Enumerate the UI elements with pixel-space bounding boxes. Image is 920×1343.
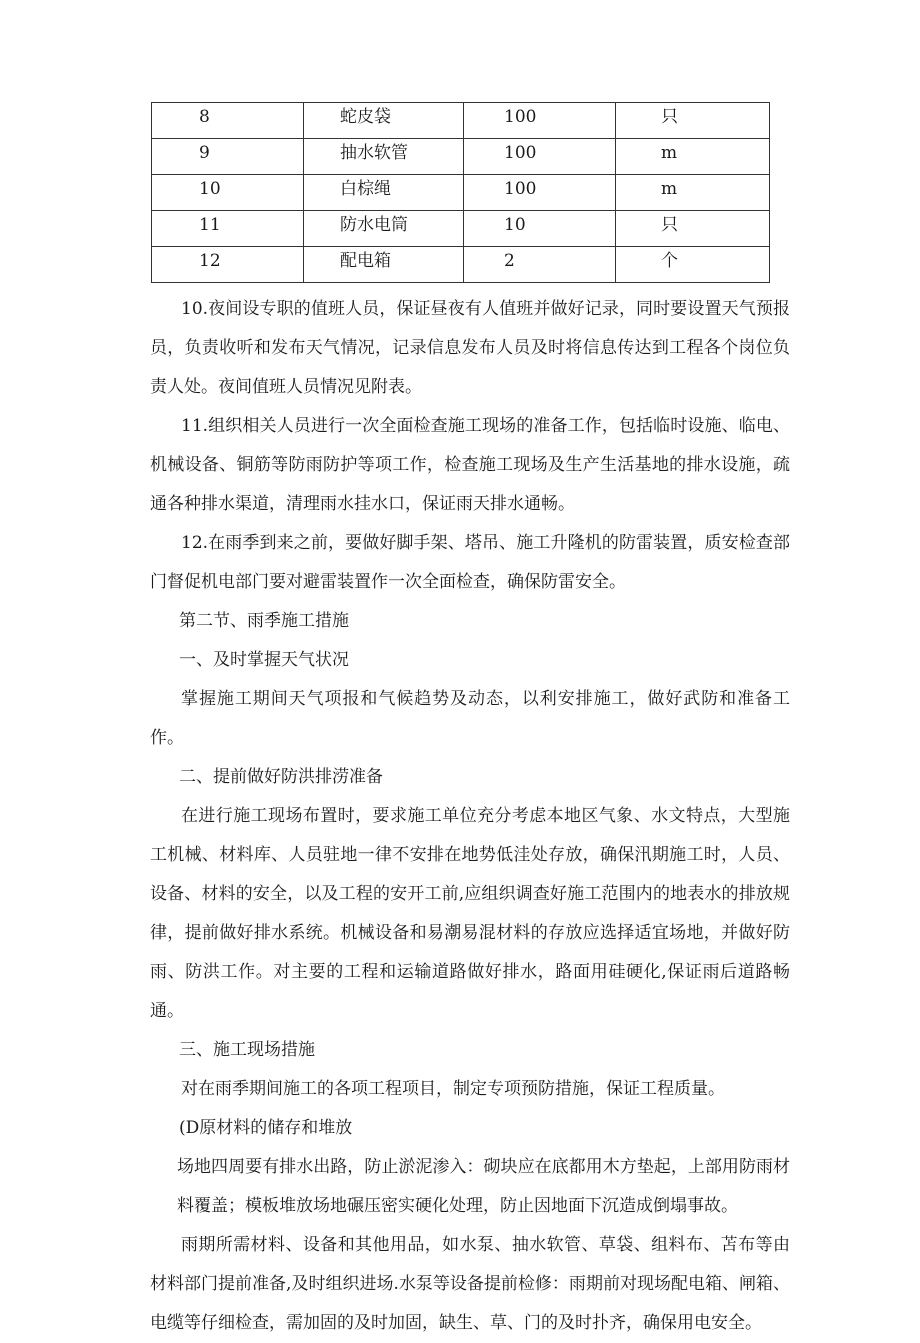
paragraph-supplies: 雨期所需材料、设备和其他用品，如水泵、抽水软管、草袋、组料布、苫布等由材料部门提前准备,及时组织进场.水泵等设备提前检修：雨期前对现场配电箱、闸箱、电缆等仔细检查，需加固的及时加固，缺生、草、门的及时扑齐，确保用电安全。 <box>150 1235 790 1333</box>
unit-cell: 只 <box>616 103 770 139</box>
unit-cell: m <box>616 139 770 175</box>
quantity-cell: 100 <box>464 175 616 211</box>
subheading-flood: 二、提前做好防洪排涝准备 <box>179 767 383 787</box>
item-name-cell: 白棕绳 <box>304 175 464 211</box>
table-row <box>152 247 770 283</box>
unit-cell: 只 <box>616 211 770 247</box>
row-number-cell: 12 <box>152 247 304 283</box>
row-number-cell: 11 <box>152 211 304 247</box>
subheading-site-measures: 三、施工现场措施 <box>179 1040 315 1060</box>
table-row <box>152 211 770 247</box>
paragraph-lightning-protection: 12.在雨季到来之前，要做好脚手架、塔吊、施工升隆机的防雷装置，质安检查部门督促机电部门要对避雷装置作一次全面检查，确保防雷安全。 <box>150 533 790 592</box>
body-text <box>150 290 790 1343</box>
item-name-cell: 防水电筒 <box>304 211 464 247</box>
row-number-cell: 10 <box>152 175 304 211</box>
paragraph-night-duty: 10.夜间设专职的值班人员，保证昼夜有人值班并做好记录，同时要设置天气预报员，负责收听和发布天气情况，记录信息发布人员及时将信息传达到工程各个岗位负责人处。夜间值班人员情况见附表。 <box>150 299 790 397</box>
subheading-storage: (D原材料的储存和堆放 <box>179 1118 353 1138</box>
paragraph-site-measures: 对在雨季期间施工的各项工程项目，制定专项预防措施，保证工程质量。 <box>181 1079 725 1099</box>
materials-table <box>151 102 770 283</box>
unit-cell: m <box>616 175 770 211</box>
quantity-cell: 2 <box>464 247 616 283</box>
row-number-cell: 8 <box>152 103 304 139</box>
paragraph-flood: 在进行施工现场布置时，要求施工单位充分考虑本地区气象、水文特点，大型施工机械、材料库、人员驻地一律不安排在地势低洼处存放，确保汛期施工时，人员、设备、材料的安全，以及工程的安开工前,应组织调查好施工范围内的地表水的排放规律，提前做好排水系统。机械设备和易潮易混材料的存放应选择适宜场地，并做好防雨、防洪工作。对主要的工程和运输道路做好排水，路面用硅硬化,保证雨后道路畅通。 <box>150 806 790 1021</box>
unit-cell: 个 <box>616 247 770 283</box>
item-name-cell: 配电箱 <box>304 247 464 283</box>
subheading-weather: 一、及时掌握天气状况 <box>179 650 349 670</box>
quantity-cell: 100 <box>464 103 616 139</box>
quantity-cell: 10 <box>464 211 616 247</box>
paragraph-site-inspection: 11.组织相关人员进行一次全面检查施工现场的准备工作，包括临时设施、临电、机械设备、铜筋等防雨防护等项工作，检查施工现场及生产生活基地的排水设施，疏通各种排水渠道，清理雨水挂水口，保证雨天排水通畅。 <box>150 416 790 514</box>
table-row <box>152 139 770 175</box>
quantity-cell: 100 <box>464 139 616 175</box>
table-row <box>152 103 770 139</box>
row-number-cell: 9 <box>152 139 304 175</box>
paragraph-weather: 掌握施工期间天气项报和气候趋势及动态，以利安排施工，做好武防和准备工作。 <box>150 689 790 748</box>
item-name-cell: 蛇皮袋 <box>304 103 464 139</box>
item-name-cell: 抽水软管 <box>304 139 464 175</box>
table-row <box>152 175 770 211</box>
paragraph-storage: 场地四周要有排水出路，防止淤泥渗入：砌块应在底都用木方垫起，上部用防雨材料覆盖；模板堆放场地碾压密实硬化处理，防止因地面下沉造成倒塌事故。 <box>177 1157 790 1216</box>
section-heading: 第二节、雨季施工措施 <box>179 611 349 631</box>
